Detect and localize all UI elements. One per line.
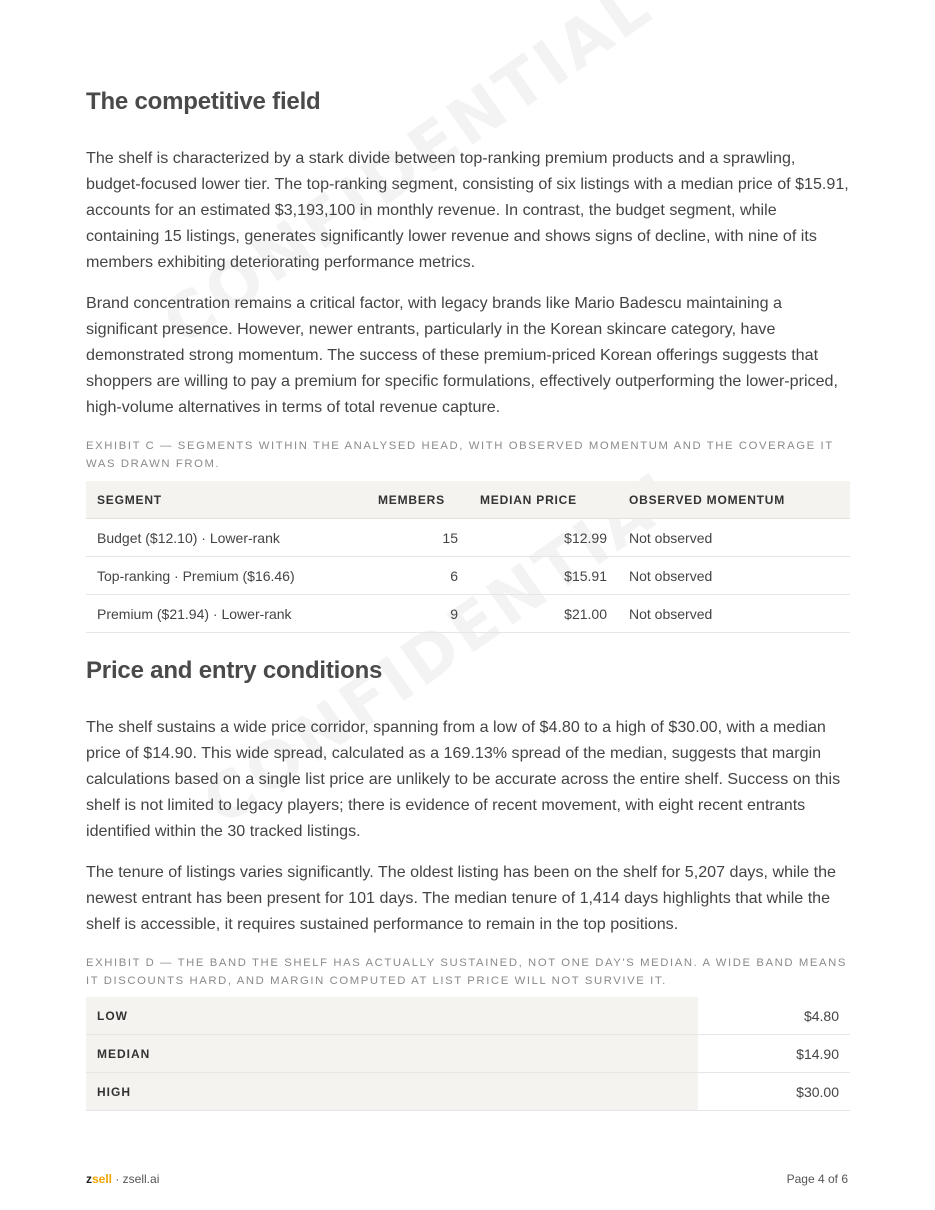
cell-momentum: Not observed: [618, 557, 850, 595]
table-row: [86, 1035, 850, 1073]
page-number: Page 4 of 6: [786, 1172, 848, 1186]
band-label-median: MEDIAN: [86, 1035, 698, 1073]
cell-segment: Budget ($12.10) · Lower-rank: [86, 519, 366, 557]
cell-median-price: $21.00: [469, 595, 618, 633]
exhibit-caption: EXHIBIT D — THE BAND THE SHELF HAS ACTUALLY SUSTAINED, NOT ONE DAY'S MEDIAN. A WIDE BAND MEANS IT DISCOUNTS HARD, AND MARGIN COMPUTED AT LIST PRICE WILL NOT SURVIVE IT.: [86, 957, 848, 987]
band-value-high: $30.00: [698, 1073, 850, 1111]
band-value-median: $14.90: [698, 1035, 850, 1073]
cell-members: 9: [366, 595, 469, 633]
column-header-momentum: OBSERVED MOMENTUM: [618, 481, 850, 519]
table-row: [86, 595, 850, 633]
column-header-segment: SEGMENT: [86, 481, 366, 519]
paragraph: The shelf sustains a wide price corridor, spanning from a low of $4.80 to a high of $30.00, with a median price of $14.90. This wide spread, calculated as a 169.13% spread of the median, suggests that margin calculations based on a single list price are unlikely to be accurate across the entire shelf. Success on this shelf is not limited to legacy players; there is evidence of recent movement, with eight recent entrants identified within the 30 tracked listings.: [86, 718, 841, 840]
column-header-members: MEMBERS: [366, 481, 469, 519]
band-label-high: HIGH: [86, 1073, 698, 1111]
cell-momentum: Not observed: [618, 519, 850, 557]
paragraph: Brand concentration remains a critical factor, with legacy brands like Mario Badescu maintaining a significant presence. However, newer entrants, particularly in the Korean skincare category, have demonstrated strong momentum. The success of these premium-priced Korean offerings suggests that shoppers are willing to pay a premium for specific formulations, effectively outperforming the lower-priced, high-volume alternatives in terms of total revenue capture.: [86, 294, 838, 416]
section-heading-price-entry: Price and entry conditions: [86, 657, 383, 684]
band-label-low: LOW: [86, 997, 698, 1035]
segments-table: [86, 481, 850, 633]
cell-segment: Premium ($21.94) · Lower-rank: [86, 595, 366, 633]
band-value-low: $4.80: [698, 997, 850, 1035]
table-row: [86, 557, 850, 595]
paragraph: The shelf is characterized by a stark divide between top-ranking premium products and a sprawling, budget-focused lower tier. The top-ranking segment, consisting of six listings with a median price of $15.91, accounts for an estimated $3,193,100 in monthly revenue. In contrast, the budget segment, while containing 15 listings, generates significantly lower revenue and shows signs of decline, with nine of its members exhibiting deteriorating performance metrics.: [86, 149, 849, 271]
cell-median-price: $15.91: [469, 557, 618, 595]
column-header-median-price: MEDIAN PRICE: [469, 481, 618, 519]
cell-momentum: Not observed: [618, 595, 850, 633]
exhibit-caption: EXHIBIT C — SEGMENTS WITHIN THE ANALYSED HEAD, WITH OBSERVED MOMENTUM AND THE COVERAGE IT WAS DRAWN FROM.: [86, 440, 834, 470]
page-footer: [86, 1172, 850, 1186]
cell-segment: Top-ranking · Premium ($16.46): [86, 557, 366, 595]
paragraph: The tenure of listings varies significantly. The oldest listing has been on the shelf for 5,207 days, while the newest entrant has been present for 101 days. The median tenure of 1,414 days highlights that while the shelf is accessible, it requires sustained performance to remain in the top positions.: [86, 863, 836, 933]
table-row: [86, 519, 850, 557]
table-row: [86, 1073, 850, 1111]
cell-members: 15: [366, 519, 469, 557]
table-row: [86, 997, 850, 1035]
cell-median-price: $12.99: [469, 519, 618, 557]
cell-members: 6: [366, 557, 469, 595]
brand-logo: zsell: [86, 1172, 113, 1186]
footer-site: · zsell.ai: [112, 1172, 160, 1186]
section-heading-competitive-field: The competitive field: [86, 88, 321, 115]
table-header-row: [86, 481, 850, 519]
price-band-table: [86, 997, 850, 1111]
